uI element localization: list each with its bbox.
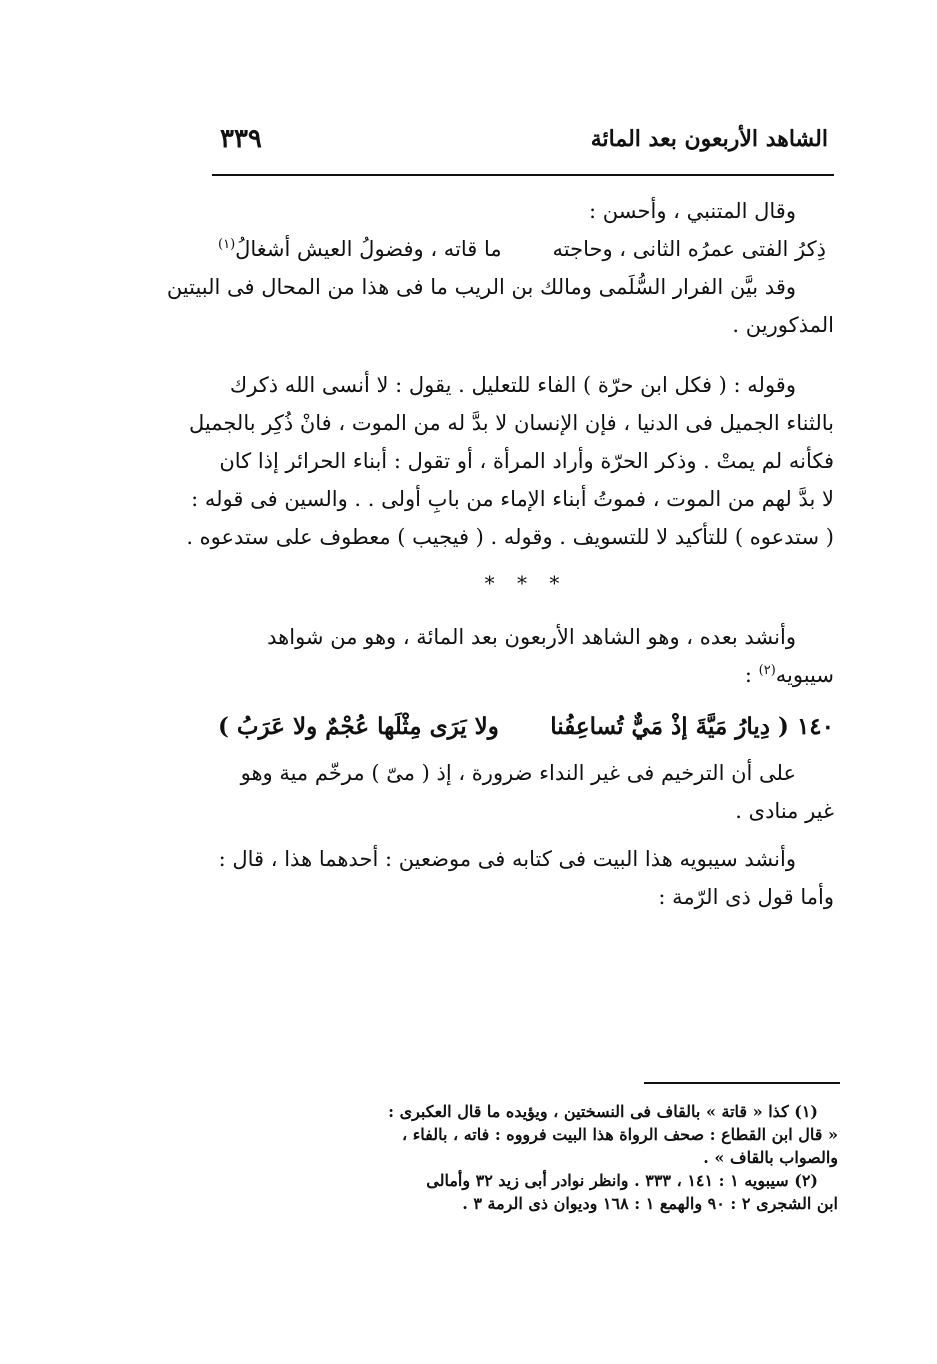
header-rule [212,174,834,176]
footnote-line: (١) كذا « قاتة » بالقاف فى النسختين ، ويؤيده ما قال العكبرى : [388,1102,818,1121]
footnote-marker: (١) [218,237,236,252]
footnote-line: (٢) سيبويه ١ : ١٤١ ، ٣٣٣ . وانظر نوادر أبى زيد ٣٢ وأمالى [426,1171,818,1190]
paragraph-text: سيبويه [775,663,834,687]
paragraph-line: بالثناء الجميل فى الدنيا ، فإن الإنسان لا بدَّ له من الموت ، فانْ ذُكِر بالجميل [189,411,834,435]
verse-number: ١٤٠ [796,713,834,740]
footnote-line: ابن الشجرى ٢ : ٩٠ والهمع ١ : ١٦٨ وديوان ذى الرمة ٣ . [462,1194,838,1213]
verse-number-and-hemistich [550,708,834,746]
main-text [166,192,834,916]
paragraph-line: المذكورين . [732,313,834,337]
paragraph-line [218,656,834,694]
paragraph-line: وأما قول ذى الرّمة : [658,885,834,909]
footnote-line: « قال ابن القطاع : صحف الرواة هذا البيت فرووه : فاته ، بالفاء ، [401,1125,838,1144]
running-title: الشاهد الأربعون بعد المائة [590,126,828,152]
verse-hemistich-text: ما قاته ، وفضولُ العيش أشغالُ [235,237,502,261]
footnotes [218,1100,838,1215]
verse-hemistich-left [218,230,502,268]
page-number: ٣٣٩ [220,124,262,154]
paragraph-text: : [744,663,759,687]
footnote-marker: (٢) [758,663,776,678]
paragraph-line: وأنشد سيبويه هذا البيت فى كتابه فى موضعين : أحدهما هذا ، قال : [218,847,796,871]
verse-140 [218,708,834,746]
paragraph-line: لا بدَّ لهم من الموت ، فموتُ أبناء الإماء من بابِ أولى . . والسين فى قوله : [191,487,834,511]
paragraph-line: وأنشد بعده ، وهو الشاهد الأربعون بعد المائة ، وهو من شواهد [267,625,796,649]
paragraph-line: غير منادى . [735,799,834,823]
verse-hemistich-right: ذِكرُ الفتى عمرُه الثانى ، وحاجته [552,237,826,261]
paragraph-line: وقد بيَّن الفرار السُّلَمى ومالك بن الريب ما فى هذا من المحال فى البيتين [166,275,796,299]
paragraph-line: فكأنه لم يمتْ . وذكر الحرّة وأراد المرأة ، أو تقول : أبناء الحرائر إذا كان [219,449,834,473]
paragraph-line: على أن الترخيم فى غير النداء ضرورة ، إذ ( مىّ ) مرخّم مية وهو [240,761,796,785]
verse-mutanabbi [218,230,834,268]
paragraph-line: وقال المتنبي ، وأحسن : [589,199,796,223]
footnote-rule [644,1082,840,1084]
paragraph-line: وقوله : ( فكل ابن حرّة ) الفاء للتعليل . يقول : لا أنسى الله ذكرك [229,373,796,397]
footnote-line: والصواب بالقاف » . [703,1148,838,1167]
verse-hemistich-left: ولا يَرَى مِثْلَها عُجْمٌ ولا عَرَبُ ) [218,713,499,740]
paragraph-line: ( ستدعوه ) للتأكيد لا للتسويف . وقوله . ( فيجيب ) معطوف على ستدعوه . [186,525,834,549]
page-header [214,122,834,170]
section-divider: * * * [484,571,568,595]
verse-hemistich-right: ( دِيارُ مَيَّةَ إذْ مَيٌّ تُساعِفُنا [550,713,789,740]
